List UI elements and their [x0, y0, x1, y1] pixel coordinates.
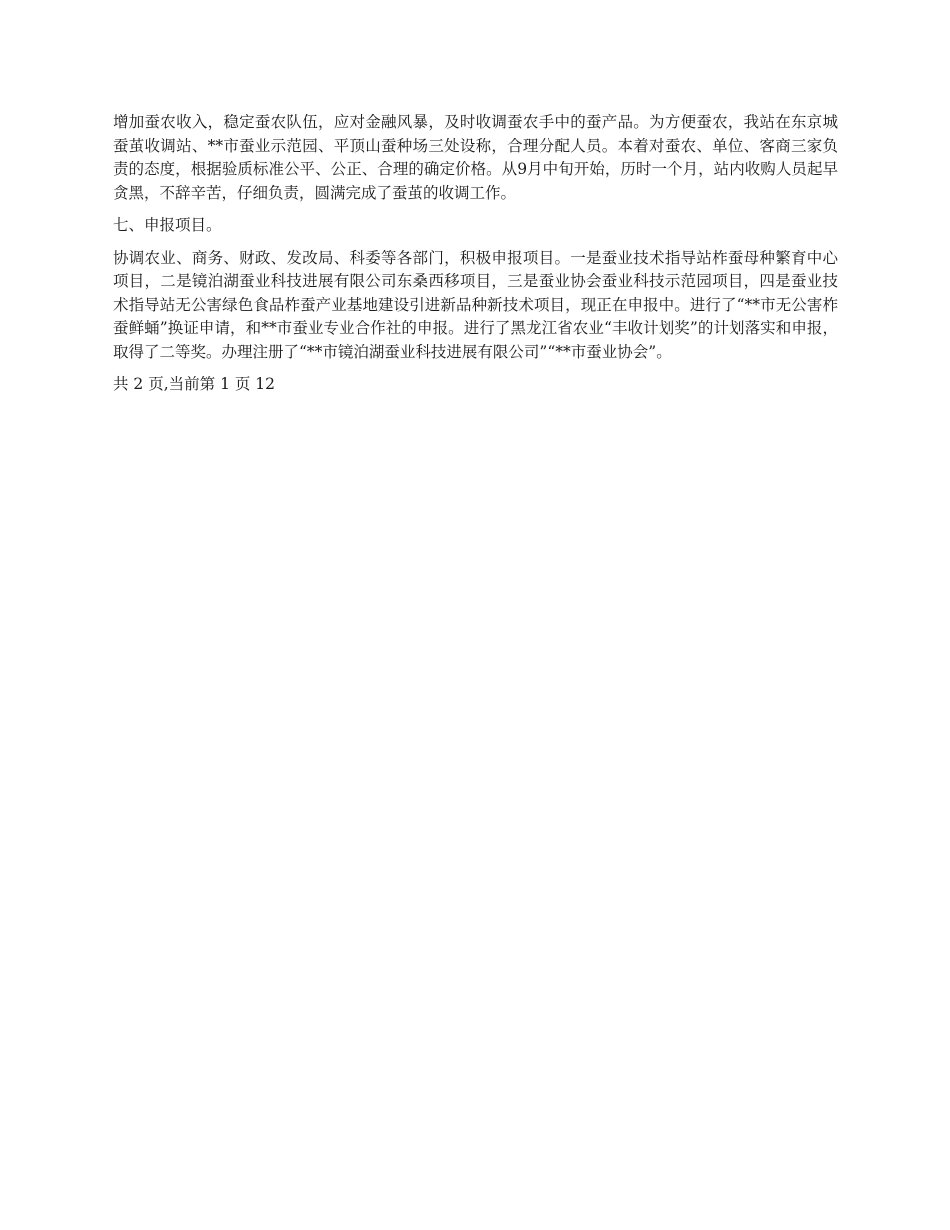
page-footer: 共 2 页,当前第 1 页 12 — [113, 375, 276, 393]
section-heading: 七、申报项目。 — [113, 216, 222, 234]
body-paragraph: 增加蚕农收入，稳定蚕农队伍，应对金融风暴，及时收调蚕农手中的蚕产品。为方便蚕农，我站在东京城蚕茧收调站、**市蚕业示范园、平顶山蚕种场三处设称，合理分配人员。本着对蚕农、单位、客商三家负责的态度，根据验质标准公平、公正、合理的确定价格。从9月中旬开始，历时一个月，站内收购人员起早贪黑，不辞辛苦，仔细负责，圆满完成了蚕茧的收调工作。 — [113, 113, 838, 202]
body-paragraph: 协调农业、商务、财政、发改局、科委等各部门，积极申报项目。一是蚕业技术指导站柞蚕母种繁育中心项目，二是镜泊湖蚕业科技进展有限公司东桑西移项目，三是蚕业协会蚕业科技示范园项目，四是蚕业技术指导站无公害绿色食品柞蚕产业基地建设引进新品种新技术项目，现正在申报中。进行了“**市无公害柞蚕鲜蛹”换证申请，和**市蚕业专业合作社的申报。进行了黑龙江省农业“丰收计划奖”的计划落实和申报，取得了二等奖。办理注册了“**市镜泊湖蚕业科技进展有限公司”“**市蚕业协会”。 — [113, 248, 838, 361]
document-page — [113, 111, 838, 397]
